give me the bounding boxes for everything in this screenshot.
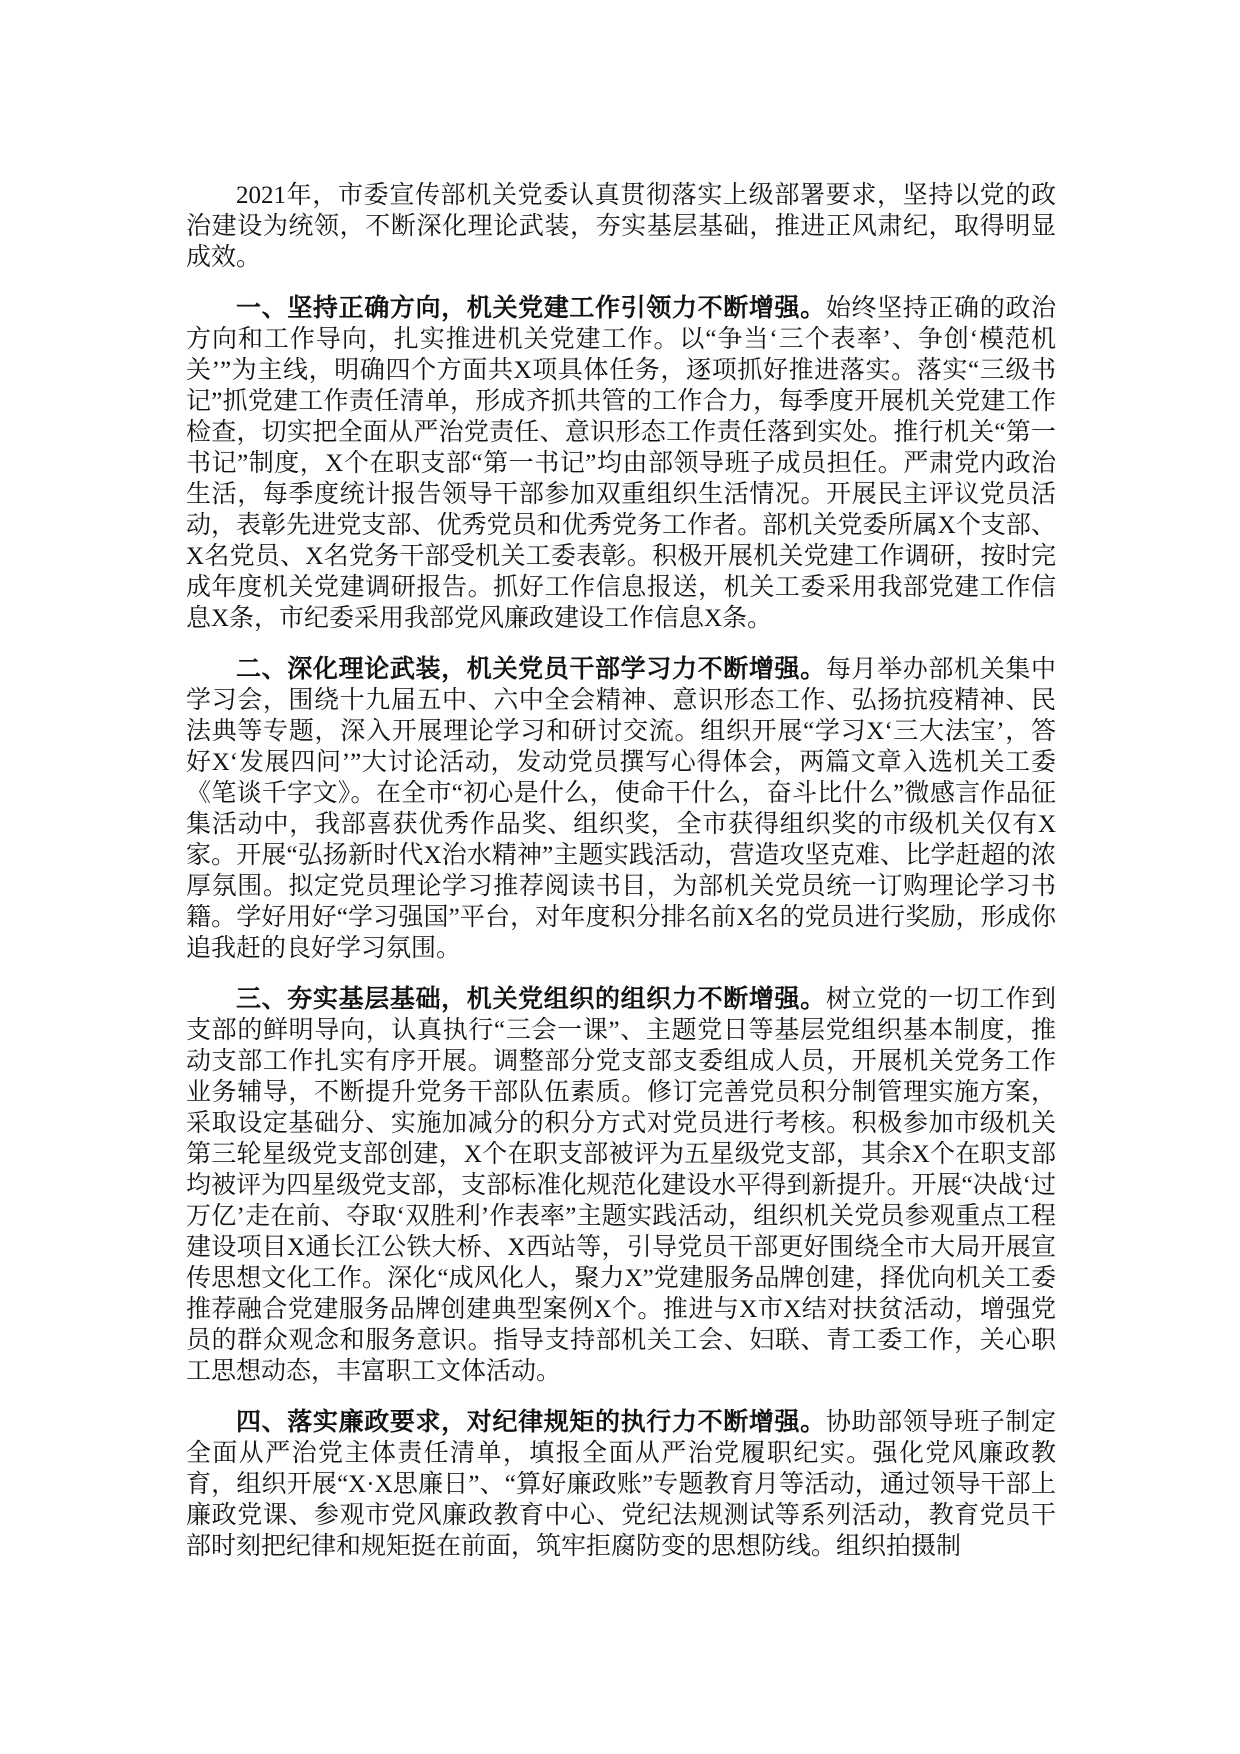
document-content — [186, 180, 1056, 1562]
section-paragraph-4 — [186, 1407, 1056, 1562]
section-paragraph-3 — [186, 984, 1056, 1387]
section-4-heading: 四、落实廉政要求，对纪律规矩的执行力不断增强。 — [236, 1409, 826, 1436]
section-2-body-text: 每月举办部机关集中学习会，围绕十九届五中、六中全会精神、意识形态工作、弘扬抗疫精神、民法典等专题，深入开展理论学习和研讨交流。组织开展“学习X‘三大法宝’，答好X‘发展四问’”大讨论活动，发动党员撰写心得体会，两篇文章入选机关工委《笔谈千字文》。在全市“初心是什么，使命干什么，奋斗比什么”微感言作品征集活动中，我部喜获优秀作品奖、组织奖，全市获得组织奖的市级机关仅有X家。开展“弘扬新时代X治水精神”主题实践活动，营造攻坚克难、比学赶超的浓厚氛围。拟定党员理论学习推荐阅读书目，为部机关党员统一订购理论学习书籍。学好用好“学习强国”平台，对年度积分排名前X名的党员进行奖励，形成你追我赶的良好学习氛围。 — [186, 656, 1056, 962]
section-paragraph-2 — [186, 654, 1056, 964]
intro-text: 2021年，市委宣传部机关党委认真贯彻落实上级部署要求，坚持以党的政治建设为统领，不断深化理论武装，夯实基层基础，推进正风肃纪，取得明显成效。 — [186, 182, 1056, 271]
section-3-heading: 三、夯实基层基础，机关党组织的组织力不断增强。 — [236, 986, 826, 1013]
section-4-body-text: 协助部领导班子制定全面从严治党主体责任清单，填报全面从严治党履职纪实。强化党风廉政教育，组织开展“X·X思廉日”、“算好廉政账”专题教育月等活动，通过领导干部上廉政党课、参观市党风廉政教育中心、党纪法规测试等系列活动，教育党员干部时刻把纪律和规矩挺在前面，筑牢拒腐防变的思想防线。组织拍摄制 — [186, 1409, 1056, 1560]
intro-paragraph — [186, 180, 1056, 273]
section-3-body-text: 树立党的一切工作到支部的鲜明导向，认真执行“三会一课”、主题党日等基层党组织基本制度，推动支部工作扎实有序开展。调整部分党支部支委组成人员，开展机关党务工作业务辅导，不断提升党务干部队伍素质。修订完善党员积分制管理实施方案，采取设定基础分、实施加减分的积分方式对党员进行考核。积极参加市级机关第三轮星级党支部创建，X个在职支部被评为五星级党支部，其余X个在职支部均被评为四星级党支部，支部标准化规范化建设水平得到新提升。开展“决战‘过万亿’走在前、夺取‘双胜利’作表率”主题实践活动，组织机关党员参观重点工程建设项目X通长江公铁大桥、X西站等，引导党员干部更好围绕全市大局开展宣传思想文化工作。深化“成风化人，聚力X”党建服务品牌创建，择优向机关工委推荐融合党建服务品牌创建典型案例X个。推进与X市X结对扶贫活动，增强党员的群众观念和服务意识。指导支持部机关工会、妇联、青工委工作，关心职工思想动态，丰富职工文体活动。 — [186, 986, 1056, 1385]
section-paragraph-1 — [186, 293, 1056, 634]
section-1-heading: 一、坚持正确方向，机关党建工作引领力不断增强。 — [236, 295, 826, 322]
section-1-body-text: 始终坚持正确的政治方向和工作导向，扎实推进机关党建工作。以“争当‘三个表率’、争创‘模范机关’”为主线，明确四个方面共X项具体任务，逐项抓好推进落实。落实“三级书记”抓党建工作责任清单，形成齐抓共管的工作合力，每季度开展机关党建工作检查，切实把全面从严治党责任、意识形态工作责任落到实处。推行机关“第一书记”制度，X个在职支部“第一书记”均由部领导班子成员担任。严肃党内政治生活，每季度统计报告领导干部参加双重组织生活情况。开展民主评议党员活动，表彰先进党支部、优秀党员和优秀党务工作者。部机关党委所属X个支部、X名党员、X名党务干部受机关工委表彰。积极开展机关党建工作调研，按时完成年度机关党建调研报告。抓好工作信息报送，机关工委采用我部党建工作信息X条，市纪委采用我部党风廉政建设工作信息X条。 — [186, 295, 1056, 632]
section-2-heading: 二、深化理论武装，机关党员干部学习力不断增强。 — [236, 656, 826, 683]
